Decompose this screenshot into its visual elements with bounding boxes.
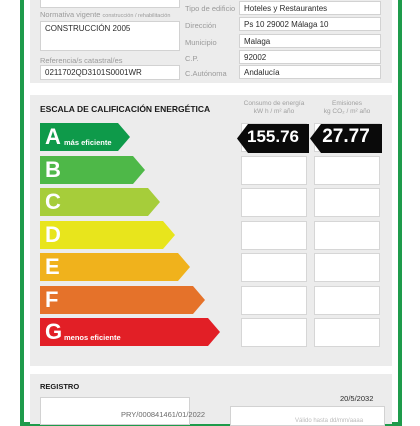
rating-arrow-c: [40, 188, 168, 216]
emisiones-cell-g: [314, 318, 380, 347]
cp-label: C.P.: [185, 54, 199, 63]
municipio-label: Municipio: [185, 38, 217, 47]
consumo-unit: kW h / m² año: [253, 108, 295, 115]
rating-arrow-g: [40, 318, 228, 346]
building-info-panel: [30, 0, 392, 83]
registro-date: 20/5/2032: [340, 394, 374, 403]
tipo-field: [239, 1, 381, 15]
scale-title: ESCALA DE CALIFICACIÓN ENERGÉTICA: [40, 104, 211, 114]
ca-label: C.Autónoma: [185, 69, 227, 78]
emisiones-cell-a: [314, 123, 380, 152]
consumo-cell-g: [241, 318, 307, 347]
consumo-cell-b: [241, 156, 307, 185]
emisiones-cell-d: [314, 221, 380, 250]
rating-letter-a: A: [45, 124, 61, 149]
normativa-field: [40, 21, 180, 51]
registro-title: REGISTRO: [40, 382, 80, 391]
tipo-value: Hoteles y Restaurantes: [244, 4, 328, 13]
municipio-value: Malaga: [244, 37, 271, 46]
cp-value: 92002: [244, 53, 267, 62]
catastral-label: Referencia/s catastral/es: [40, 56, 123, 65]
rating-arrow-d: [40, 221, 183, 249]
rating-arrow-fill-e: [40, 253, 190, 281]
registro-panel: [30, 374, 392, 424]
tipo-label: Tipo de edificio: [185, 4, 236, 13]
rating-arrow-shape-e: [40, 253, 198, 281]
emisiones-header-text: Emisiones: [332, 100, 362, 107]
rating-arrow-a: [40, 123, 138, 151]
rating-letter-g: G: [45, 319, 63, 344]
consumo-cell-e: [241, 253, 307, 282]
catastral-field: [40, 65, 180, 80]
rating-letter-c: C: [45, 189, 61, 214]
rating-sub-a: más eficiente: [64, 138, 112, 147]
rating-letter-f: F: [45, 286, 59, 312]
emisiones-cell-e: [314, 253, 380, 282]
energy-scale-panel: [30, 95, 392, 366]
municipio-field: [239, 34, 381, 48]
ca-field: [239, 65, 381, 79]
rating-letter-e: E: [45, 254, 60, 279]
emisiones-value: 27.77: [322, 126, 370, 147]
rating-arrow-b: [40, 156, 153, 184]
direccion-field: [239, 17, 381, 31]
rating-arrow-shape-d: [40, 221, 183, 249]
normativa-label-text: Normativa vigente: [40, 10, 101, 19]
consumo-rating-badge: [237, 124, 309, 153]
cp-field: [239, 50, 381, 64]
registro-number: PRY/000841461/01/2022: [121, 410, 206, 419]
registro-fine-print: Válido hasta dd/mm/aaaa: [295, 418, 364, 424]
direccion-value: Ps 10 29002 Málaga 10: [244, 20, 329, 29]
consumo-value: 155.76: [247, 127, 299, 146]
rating-letter-d: D: [45, 221, 61, 247]
rating-arrow-fill-f: [40, 286, 205, 314]
consumo-cell-d: [241, 221, 307, 250]
emisiones-cell-c: [314, 188, 380, 217]
consumo-cell-a: [241, 123, 307, 152]
emisiones-unit: kg CO₂ / m² año: [323, 108, 371, 115]
consumo-header-text: Consumo de energía: [243, 100, 305, 107]
rating-arrow-f: [40, 286, 213, 314]
direccion-label: Dirección: [185, 21, 217, 30]
rating-arrow-shape-f: [40, 286, 213, 314]
emisiones-cell-b: [314, 156, 380, 185]
normativa-label: [40, 10, 170, 19]
normativa-sublabel: construcción / rehabilitación: [102, 13, 171, 19]
consumo-cell-f: [241, 286, 307, 315]
normativa-value: CONSTRUCCIÓN 2005: [45, 24, 131, 33]
rating-arrow-e: [40, 253, 198, 281]
ca-value: Andalucía: [244, 68, 280, 77]
catastral-value: 0211702QD3101S0001WR: [45, 68, 142, 77]
emisiones-cell-f: [314, 286, 380, 315]
emisiones-rating-badge: [310, 124, 382, 153]
top-left-field: [40, 0, 180, 8]
rating-sub-g: menos eficiente: [64, 333, 121, 342]
emisiones-header: [313, 100, 381, 116]
rating-letter-b: B: [45, 156, 61, 182]
consumo-cell-c: [241, 188, 307, 217]
consumo-header: [240, 100, 308, 116]
